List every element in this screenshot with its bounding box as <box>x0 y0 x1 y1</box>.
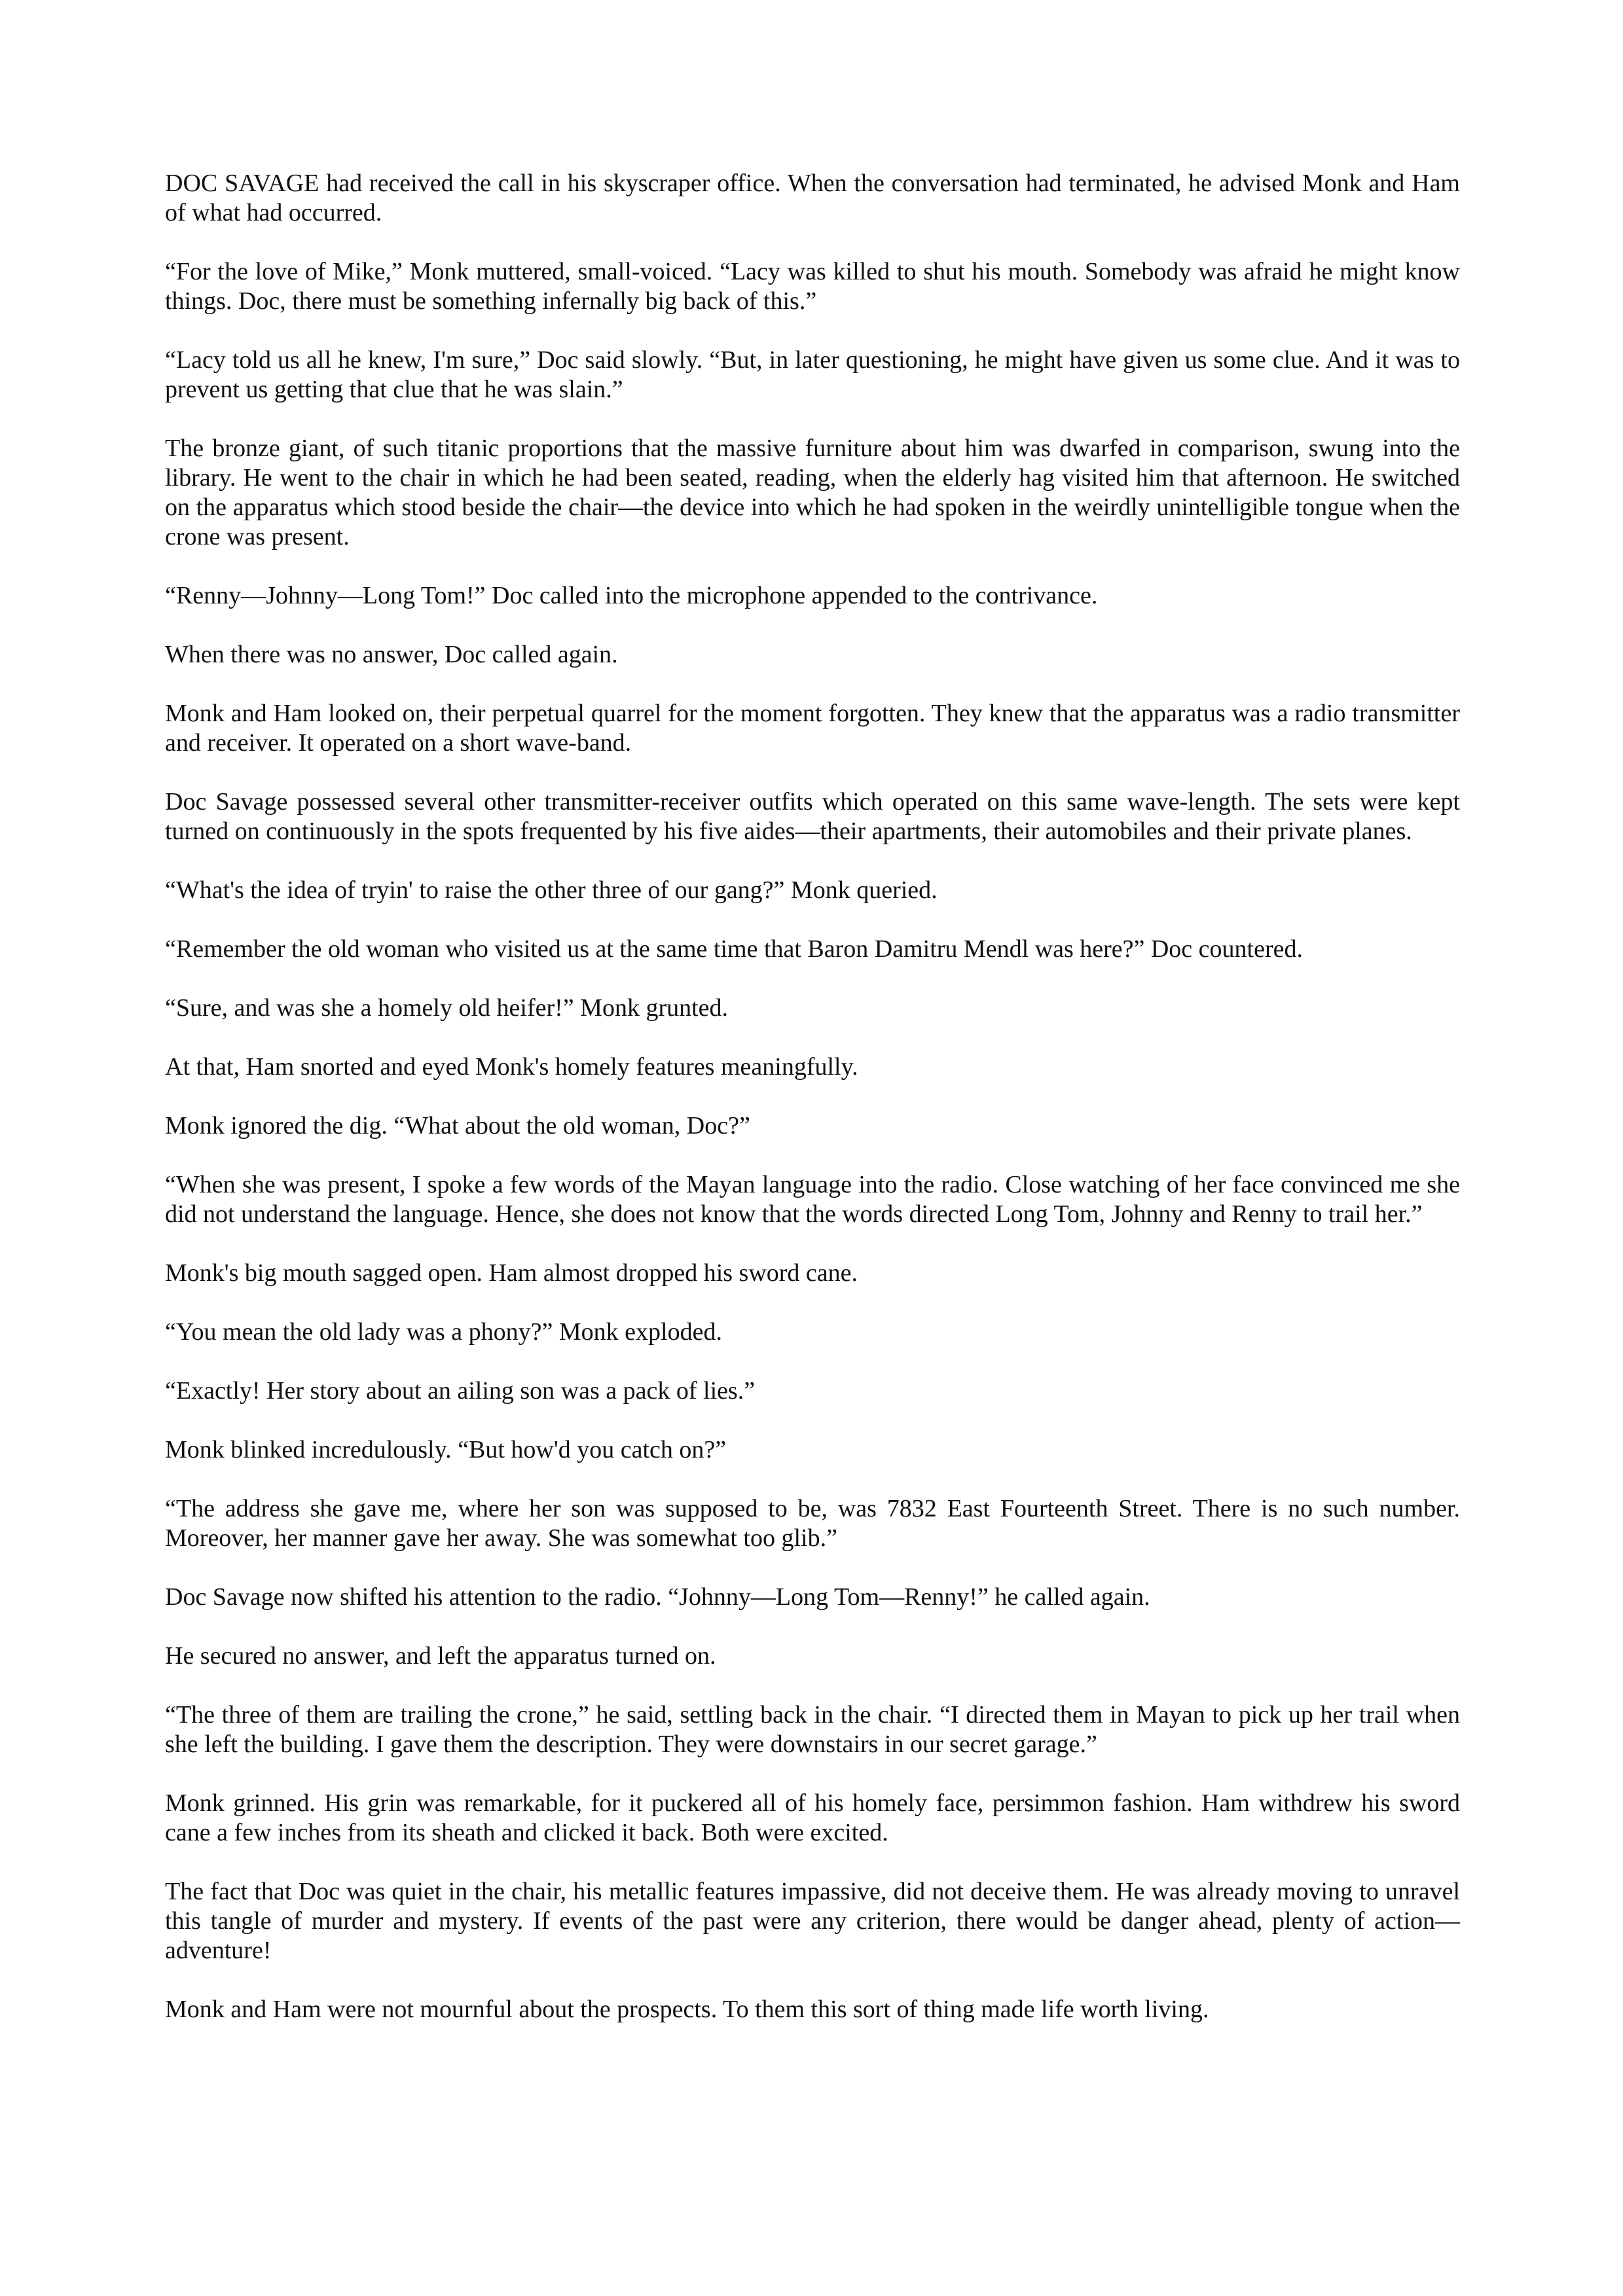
paragraph-15: Monk's big mouth sagged open. Ham almost dropped his sword cane. <box>165 1259 858 1287</box>
paragraph-20: Doc Savage now shifted his attention to the radio. “Johnny—Long Tom—Renny!” he called again. <box>165 1583 1150 1611</box>
paragraph-25: Monk and Ham were not mournful about the prospects. To them this sort of thing made life worth living. <box>165 1996 1209 2023</box>
paragraph-1: DOC SAVAGE had received the call in his skyscraper office. When the conversation had terminated, he advised Monk and Ham of what had occurred. <box>165 170 1460 226</box>
paragraph-23: Monk grinned. His grin was remarkable, for it puckered all of his homely face, persimmon fashion. Ham withdrew his sword cane a few inches from its sheath and clicked it back. Both were excited. <box>165 1789 1460 1846</box>
paragraph-11: “Sure, and was she a homely old heifer!” Monk grunted. <box>165 994 729 1022</box>
paragraph-5: “Renny—Johnny—Long Tom!” Doc called into the microphone appended to the contrivance. <box>165 582 1098 609</box>
paragraph-8: Doc Savage possessed several other transmitter-receiver outfits which operated on this same wave-length. The sets were kept turned on continuously in the spots frequented by his five aides—their apartments, their automobiles and their private planes. <box>165 788 1460 845</box>
paragraph-12: At that, Ham snorted and eyed Monk's homely features meaningfully. <box>165 1053 858 1081</box>
paragraph-16: “You mean the old lady was a phony?” Monk exploded. <box>165 1318 722 1346</box>
paragraph-21: He secured no answer, and left the apparatus turned on. <box>165 1642 716 1670</box>
paragraph-10: “Remember the old woman who visited us at the same time that Baron Damitru Mendl was here?” Doc countered. <box>165 935 1303 963</box>
document-page <box>165 169 1460 2024</box>
paragraph-17: “Exactly! Her story about an ailing son was a pack of lies.” <box>165 1377 756 1405</box>
paragraph-9: “What's the idea of tryin' to raise the other three of our gang?” Monk queried. <box>165 876 938 904</box>
paragraph-22: “The three of them are trailing the crone,” he said, settling back in the chair. “I directed them in Mayan to pick up her trail when she left the building. I gave them the description. They were downstairs in our secret garage.” <box>165 1701 1460 1758</box>
paragraph-3: “Lacy told us all he knew, I'm sure,” Doc said slowly. “But, in later questioning, he might have given us some clue. And it was to prevent us getting that clue that he was slain.” <box>165 346 1460 403</box>
paragraph-24: The fact that Doc was quiet in the chair, his metallic features impassive, did not deceive them. He was already moving to unravel this tangle of murder and mystery. If events of the past were any criterion, there would be danger ahead, plenty of action—adventure! <box>165 1878 1460 1964</box>
paragraph-4: The bronze giant, of such titanic proportions that the massive furniture about him was dwarfed in comparison, swung into the library. He went to the chair in which he had been seated, reading, when the elderly hag visited him that afternoon. He switched on the apparatus which stood beside the chair—the device into which he had spoken in the weirdly unintelligible tongue when the crone was present. <box>165 435 1460 550</box>
paragraph-2: “For the love of Mike,” Monk muttered, small-voiced. “Lacy was killed to shut his mouth. Somebody was afraid he might know things. Doc, there must be something infernally big back of this.” <box>165 258 1460 315</box>
paragraph-13: Monk ignored the dig. “What about the old woman, Doc?” <box>165 1112 750 1139</box>
paragraph-7: Monk and Ham looked on, their perpetual quarrel for the moment forgotten. They knew that the apparatus was a radio transmitter and receiver. It operated on a short wave-band. <box>165 700 1460 757</box>
paragraph-18: Monk blinked incredulously. “But how'd you catch on?” <box>165 1436 727 1463</box>
paragraph-19: “The address she gave me, where her son was supposed to be, was 7832 East Fourteenth Street. There is no such number. Moreover, her manner gave her away. She was somewhat too glib.” <box>165 1495 1460 1552</box>
paragraph-6: When there was no answer, Doc called again. <box>165 641 618 668</box>
paragraph-14: “When she was present, I spoke a few words of the Mayan language into the radio. Close watching of her face convinced me she did not understand the language. Hence, she does not know that the words directed Long Tom, Johnny and Renny to trail her.” <box>165 1171 1460 1228</box>
